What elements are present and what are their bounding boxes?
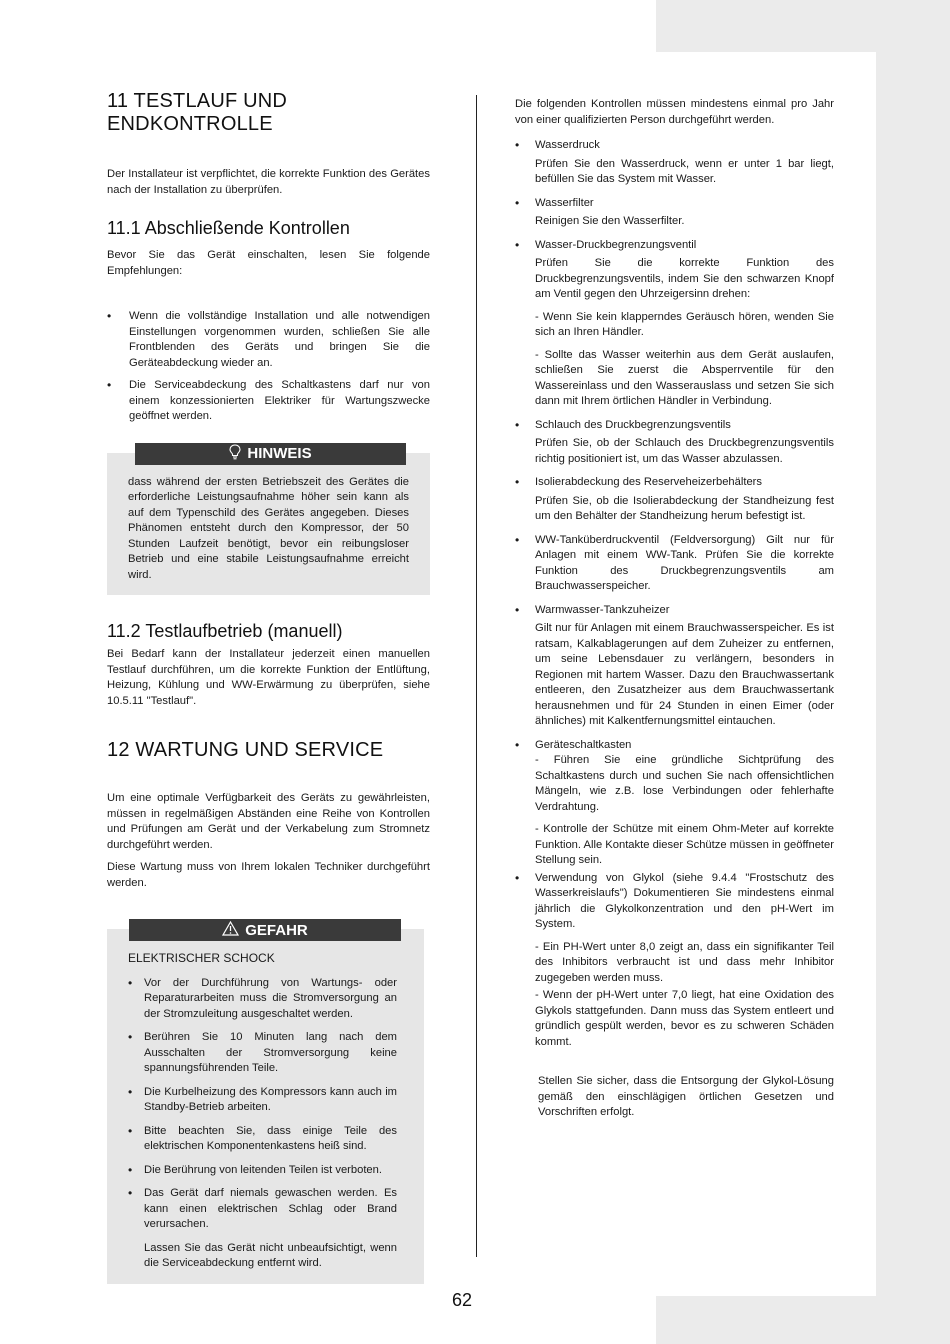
item-text: Prüfen Sie den Wasserdruck, wenn er unter 1 bar liegt, befüllen Sie das System mit Wasser. [535,157,834,185]
section-11-1-intro: Bevor Sie das Gerät einschalten, lesen Sie folgende Empfehlungen: [107,249,430,277]
item-text: Gilt nur für Anlagen mit einem Brauchwasserspeicher. Es ist ratsam, Kalkablagerungen auf dem Zuheizer zu entfernen, um seine Lebensdauer zu verlängern, besonders in Regionen mit hartem Wasser. Dazu den Brauchwassertank entleeren, den Zusatzheizer aus dem Brauchwassertank herausnehmen und für 24 Stunden in einen Eimer (oder ähnliches) mit Kalkentfernungsmittel eintauchen. [535,622,834,727]
column-divider [476,95,477,1257]
list-item [515,196,834,230]
list-item [515,533,834,595]
section-11-2-text: Bei Bedarf kann der Installateur jederzeit einen manuellen Testlauf durchführen, um die korrekte Funktion der Entlüftung, Heizung, Kühlung und WW-Erwärmung zu überprüfen, siehe 10.5.11 "Testlauf". [107,648,430,707]
gefahr-label: GEFAHR [245,921,308,939]
item-title: • Warmwasser-Tankzuheizer [535,603,670,616]
item-text: Prüfen Sie, ob der Schlauch des Druckbegrenzungsventils richtig positioniert ist, um das Wasser abzulassen. [535,437,834,465]
gefahr-box [107,921,430,1284]
right-column [515,97,834,1121]
item-title: • Verwendung von Glykol (siehe 9.4.4 "Frostschutz des Wasserkreislaufs") Dokumentieren Sie mindestens einmal jährlich die Glykolkonzentration und den pH-Wert im System. [535,871,834,930]
item-title: • Wasserfilter [535,196,594,209]
left-column [107,90,430,1284]
gefahr-final: Lassen Sie das Gerät nicht unbeaufsichtigt, wenn die Serviceabdeckung entfernt wird. [144,1241,397,1269]
item-title: • WW-Tanküberdruckventil (Feldversorgung) Gilt nur für Anlagen mit einem WW-Tank. Prüfen Sie die korrekte Funktion des Druckbegrenzungsventils am Brauchwasserspeicher. [535,533,834,592]
list-item: • Wenn die vollständige Installation und alle notwendigen Einstellungen vorgenommen wurden, schließen Sie alle Frontblenden des Geräts und bringen Sie die Geräteabdeckung wieder an. [107,309,430,371]
gefahr-body [107,929,424,1284]
section-12-title: 12 WARTUNG UND SERVICE [107,739,384,761]
warning-icon [222,921,239,940]
list-item: • Das Gerät darf niemals gewaschen werden. Es kann einen elektrischen Schlag oder Brand verursachen. [128,1186,397,1233]
item-text: - Sollte das Wasser weiterhin aus dem Gerät auslaufen, schließen Sie zuerst die Absperrventile für den Wassereinlass und den Wasserauslass und setzen Sie sich dann mit Ihrem örtlichen Händler in Verbindung. [535,348,834,407]
item-text: Reinigen Sie den Wasserfilter. [535,215,685,227]
list-item: • Bitte beachten Sie, dass einige Teile des elektrischen Komponentenkastens heiß sind. [128,1124,397,1155]
list-item: • Vor der Durchführung von Wartungs- oder Reparaturarbeiten muss die Stromversorgung an der Stromzuleitung ausgeschaltet werden. [128,976,397,1023]
item-text: - Führen Sie eine gründliche Sichtprüfung des Schaltkastens durch und suchen Sie nach offensichtlichen Mängeln, wie z.B. lose Verbindungen oder fehlerhafte Verdrahtung. [535,754,834,813]
gefahr-header [129,919,401,941]
section-12-p1: Um eine optimale Verfügbarkeit des Geräts zu gewährleisten, müssen in regelmäßigen Abständen eine Reihe von Kontrollen und Prüfungen am Gerät und der Verkabelung zum Stromnetz durchgeführt werden. [107,792,430,851]
list-item: • Die Kurbelheizung des Kompressors kann auch im Standby-Betrieb arbeiten. [128,1085,397,1116]
list-item [515,475,834,525]
list-item: • Die Serviceabdeckung des Schaltkastens darf nur von einem konzessionierten Elektriker für Wartungszwecke geöffnet werden. [107,378,430,425]
list-item [515,738,834,869]
item-text: Prüfen Sie die korrekte Funktion des Druckbegrenzungsventils, indem Sie den schwarzen Knopf am Ventil gegen den Uhrzeigersinn drehen: [535,257,834,300]
section-12-p2: Diese Wartung muss von Ihrem lokalen Techniker durchgeführt werden. [107,861,430,889]
item-text: - Wenn der pH-Wert unter 7,0 liegt, hat eine Oxidation des Glykols stattgefunden. Dann muss das System entleert und gründlich gespült werden, bevor es zu schweren Schäden kommt. [535,989,834,1048]
list-item [515,603,834,730]
section-11-2-title: 11.2 Testlaufbetrieb (manuell) [107,621,343,641]
item-text: - Kontrolle der Schütze mit einem Ohm-Meter auf korrekte Funktion. Alle Kontakte dieser Schütze müssen in geöffneter Stellung sein. [535,823,834,866]
item-text: Prüfen Sie, ob die Isolierabdeckung der Standheizung fest um den Behälter der Standheizung herum befestigt ist. [535,494,834,522]
item-title: • Wasserdruck [535,139,600,151]
item-title: • Wasser-Druckbegrenzungsventil [535,238,697,251]
maintenance-intro: Die folgenden Kontrollen müssen mindestens einmal pro Jahr von einer qualifizierten Person durchgeführt werden. [515,98,834,126]
list-item [515,138,834,188]
item-text: - Ein PH-Wert unter 8,0 zeigt an, dass ein signifikanter Teil des Inhibitors verbraucht ist und dass mehr Inhibitor zugegeben werden muss. [535,940,834,984]
section-11-1-title: 11.1 Abschließende Kontrollen [107,218,350,238]
hinweis-body [107,453,430,596]
section-11-title: 11 TESTLAUF UND ENDKONTROLLE [107,90,288,135]
page-tab-bottom [656,1296,950,1344]
list-item: • Berühren Sie 10 Minuten lang nach dem Ausschalten der Stromversorgung keine spannungsführenden Teile. [128,1030,397,1077]
page-number: 62 [452,1290,473,1310]
item-title: • Geräteschaltkasten [535,738,632,751]
item-title: • Schlauch des Druckbegrenzungsventils [535,418,731,431]
hinweis-header [135,443,406,465]
list-item: • Die Berührung von leitenden Teilen ist verboten. [128,1163,397,1179]
gefahr-title: ELEKTRISCHER SCHOCK [128,951,275,965]
closing-note: Stellen Sie sicher, dass die Entsorgung der Glykol-Lösung gemäß den einschlägigen örtlichen Gesetzen und Vorschriften erfolgt. [538,1075,834,1118]
page-margin-right [876,52,950,1296]
hinweis-box [107,445,430,596]
page-tab-top [656,0,950,52]
section-11-intro: Der Installateur ist verpflichtet, die korrekte Funktion des Gerätes nach der Installation zu überprüfen. [107,168,430,196]
item-text: - Wenn Sie kein klapperndes Geräusch hören, wenden Sie sich an Ihren Händler. [535,310,834,338]
hinweis-label: HINWEIS [247,445,312,462]
item-title: • Isolierabdeckung des Reserveheizerbehälters [535,476,762,488]
list-item [515,418,834,468]
list-item [515,871,834,1051]
lightbulb-icon [229,444,241,464]
hinweis-text: dass während der ersten Betriebszeit des Gerätes die erforderliche Leistungsaufnahme höher sein kann als auf dem Typenschild des Gerätes angegeben. Dieses Phänomen entsteht durch den Kompressor, der 50 Stunden Laufzeit benötigt, bevor ein reibungsloser Betrieb und eine stabile Leistungsaufnahme erreicht wird. [128,475,409,581]
list-item [515,238,834,410]
